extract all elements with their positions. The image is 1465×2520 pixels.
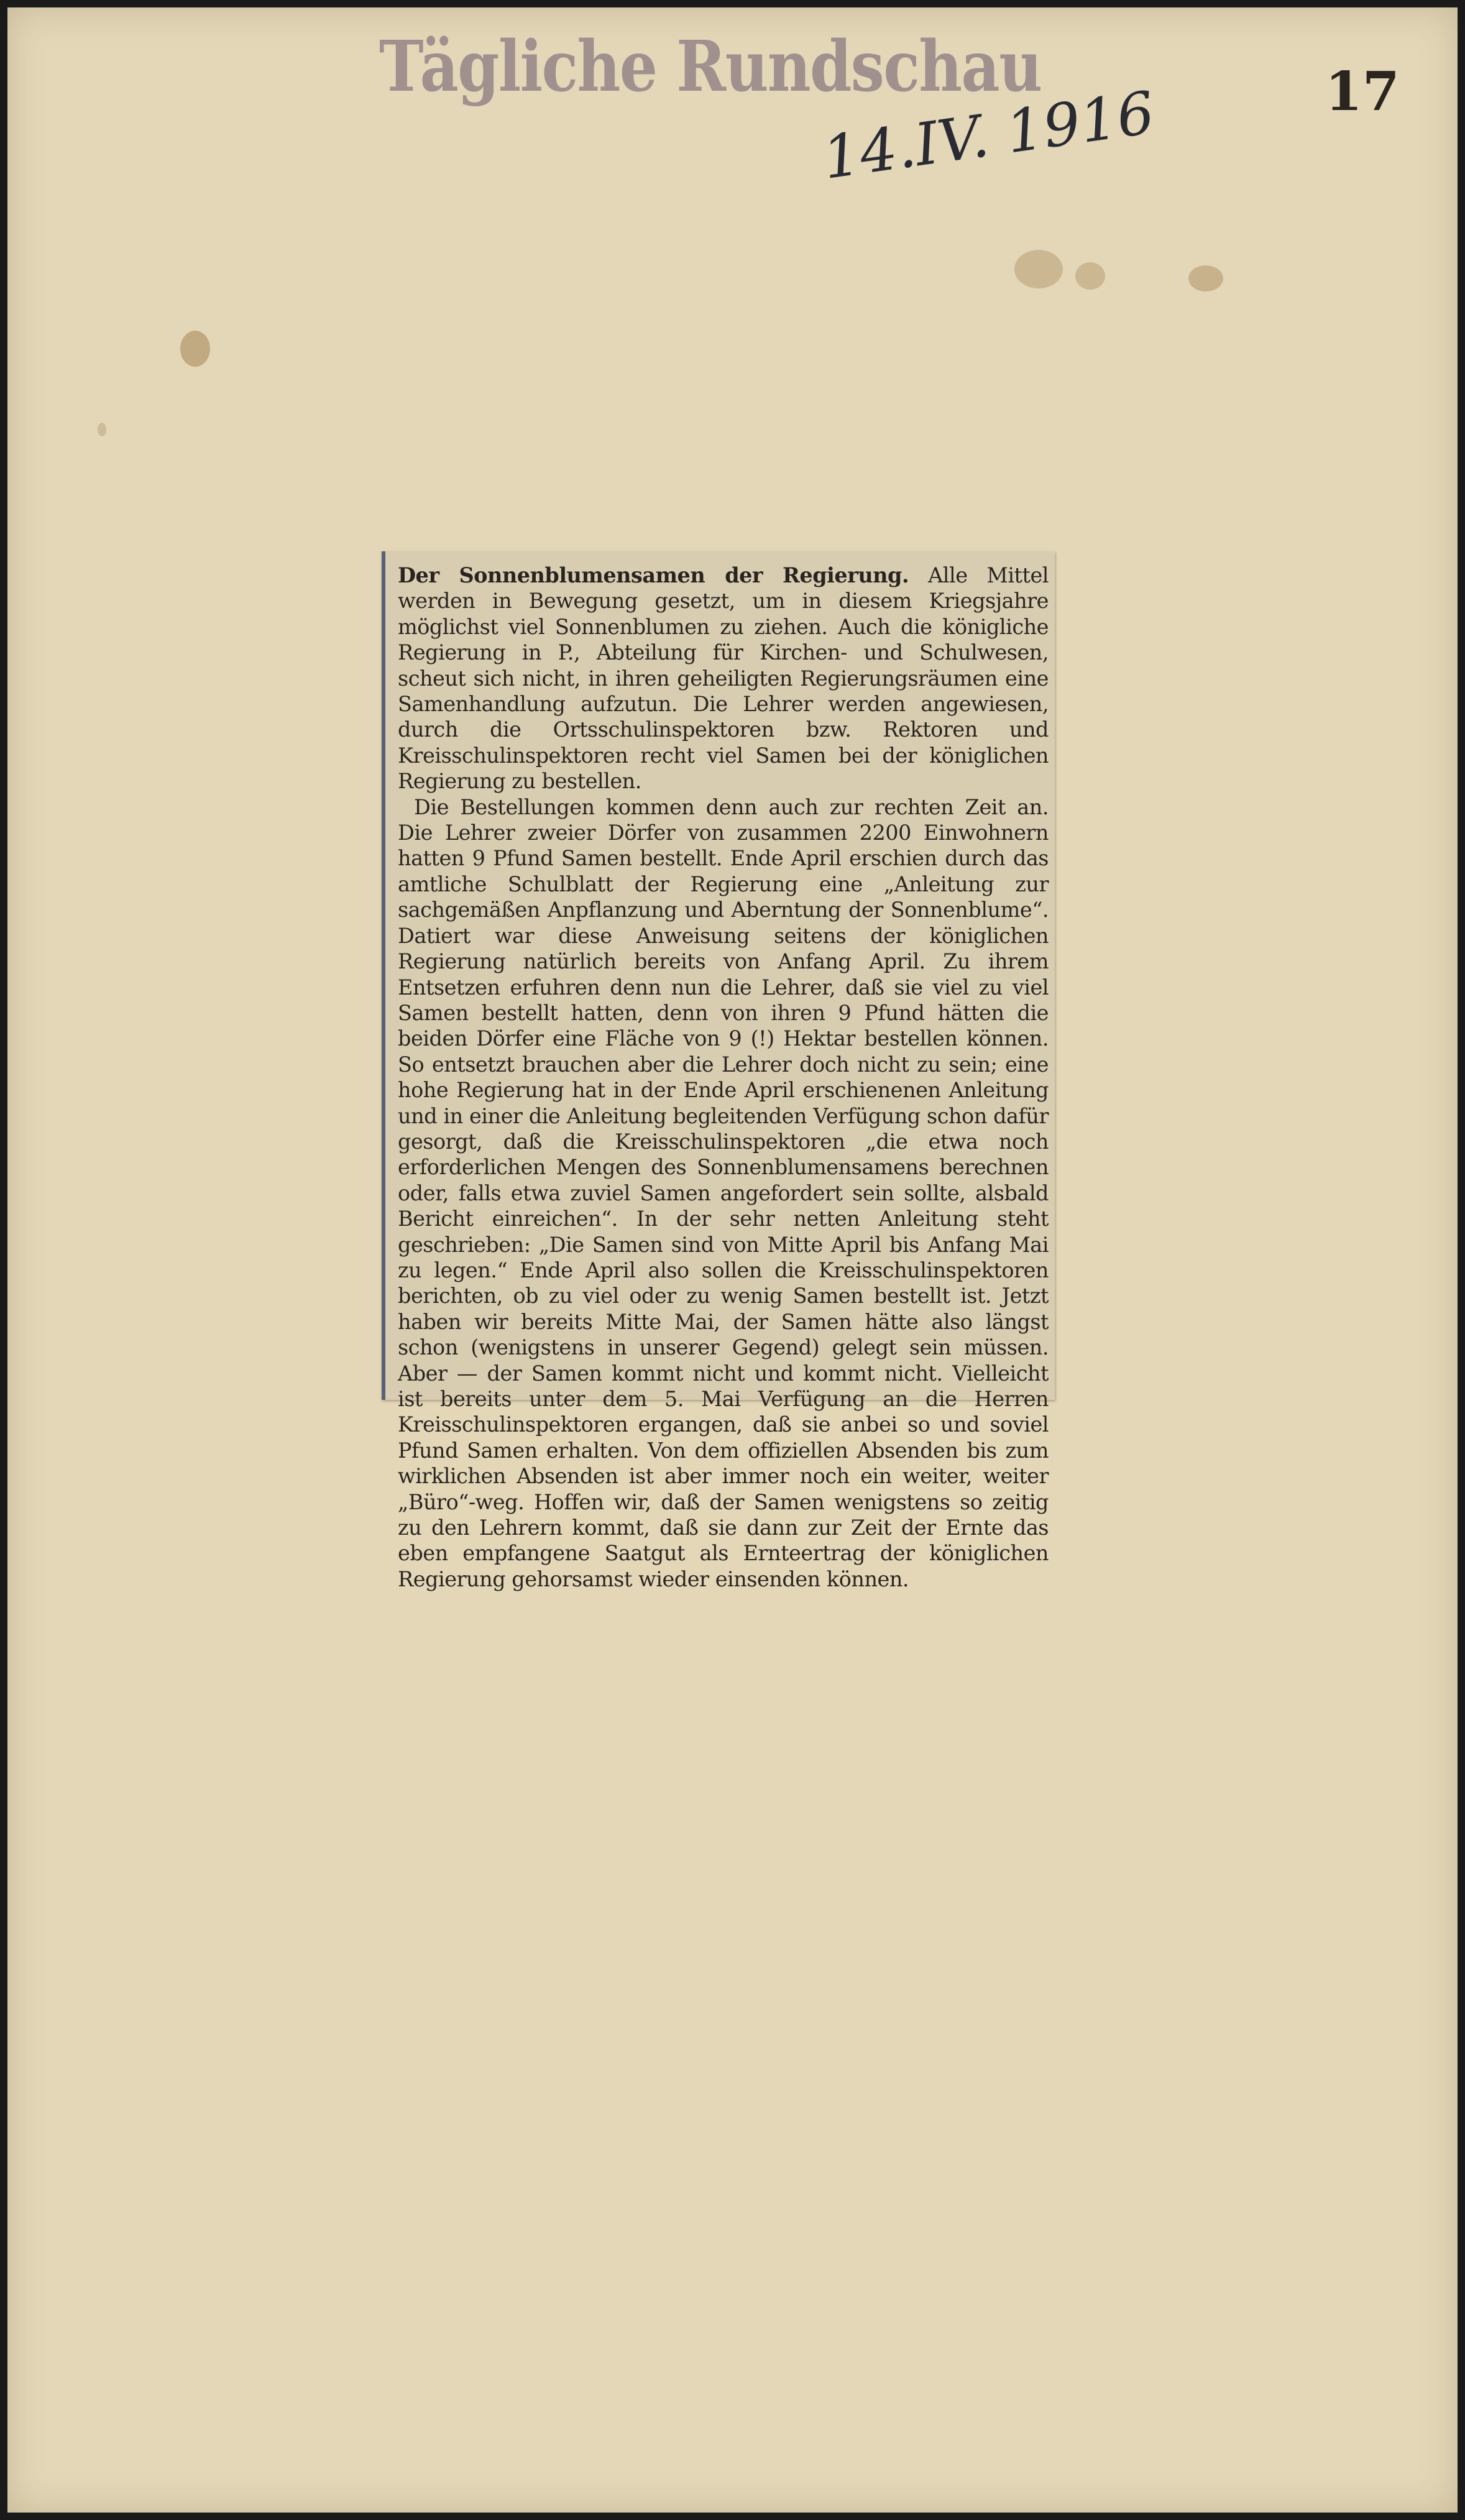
page-number: 17 (1325, 60, 1400, 123)
handwritten-date: 14.IV. 1916 (819, 79, 1159, 193)
newspaper-stamp: Tägliche Rundschau (379, 26, 1042, 108)
stain-spot (1014, 250, 1063, 288)
article-paragraph (398, 563, 1049, 794)
stain-spot (1188, 265, 1223, 292)
stain-spot (180, 331, 210, 367)
newspaper-clipping (382, 551, 1055, 1591)
stain-spot (1075, 262, 1105, 290)
article-headline: Der Sonnenblumensamen der Regierung. (398, 563, 909, 587)
article-paragraph-1-body: Alle Mittel werden in Bewegung gesetzt, um in diesem Kriegsjahre möglichst viel Sonnenblumen zu ziehen. Auch die königliche Regierung in P., Abteilung für Kirchen- und Schulwesen, scheut sich nicht, in ihren geheiligten Regierungsräumen eine Samenhandlung aufzutun. Die Lehrer werden angewiesen, durch die Ortsschulinspektoren bzw. Rektoren und Kreisschulinspektoren recht viel Samen bei der königlichen Regierung zu bestellen. (398, 563, 1049, 794)
archive-sheet (7, 7, 1458, 2513)
article-paragraph-2: Die Bestellungen kommen denn auch zur rechten Zeit an. Die Lehrer zweier Dörfer von zusammen 2200 Einwohnern hatten 9 Pfund Samen bestellt. Ende April erschien durch das amtliche Schulblatt der Regierung eine „Anleitung zur sachgemäßen Anpflanzung und Aberntung der Sonnenblume“. Datiert war diese Anweisung seitens der königlichen Regierung natürlich bereits von Anfang April. Zu ihrem Entsetzen erfuhren denn nun die Lehrer, daß sie viel zu viel Samen bestellt hatten, denn von ihren 9 Pfund hätten die beiden Dörfer eine Fläche von 9 (!) Hektar bestellen können. So entsetzt brauchen aber die Lehrer doch nicht zu sein; eine hohe Regierung hat in der Ende April erschienenen Anleitung und in einer die Anleitung begleitenden Verfügung schon dafür gesorgt, daß die Kreisschulinspektoren „die etwa noch erforderlichen Mengen des Sonnenblumensamens berechnen oder, falls etwa zuviel Samen angefordert sein sollte, alsbald Bericht einreichen“. In der sehr netten Anleitung steht geschrieben: „Die Samen sind von Mitte April bis Anfang Mai zu legen.“ Ende April also sollen die Kreisschulinspektoren berichten, ob zu viel oder zu wenig Samen bestellt ist. Jetzt haben wir bereits Mitte Mai, der Samen hätte also längst schon (wenigstens in unserer Gegend) gelegt sein müssen. Aber — der Samen kommt nicht und kommt nicht. Vielleicht ist bereits unter dem 5. Mai Verfügung an die Herren Kreisschulinspektoren ergangen, daß sie anbei so und soviel Pfund Samen erhalten. Von dem offiziellen Absenden bis zum wirklichen Absenden ist aber immer noch ein weiter, weiter „Büro“-weg. Hoffen wir, daß der Samen wenigstens so zeitig zu den Lehrern kommt, daß sie dann zur Zeit der Ernte das eben empfangene Saatgut als Ernteertrag der königlichen Regierung gehorsamst wieder einsenden können. (398, 794, 1049, 1591)
stain-spot (98, 423, 106, 436)
